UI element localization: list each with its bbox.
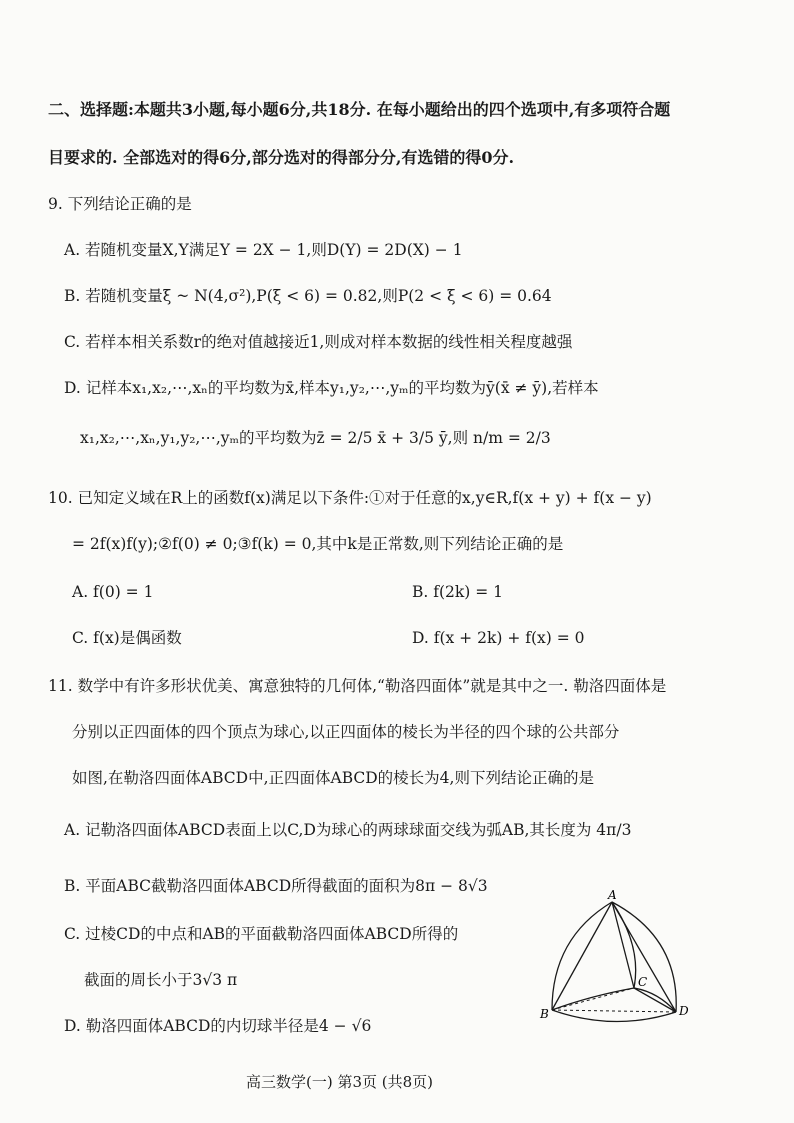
reuleaux-tetrahedron-figure [530, 888, 700, 1028]
q10-stem-line-1: 10. 已知定义域在R上的函数f(x)满足以下条件:①对于任意的x,y∈R,f(x + y) + f(x − y) [48, 489, 652, 507]
q9-option-d-line-1: D. 记样本x₁,x₂,⋯,xₙ的平均数为x̄,样本y₁,y₂,⋯,yₘ的平均数为ȳ(x̄ ≠ ȳ),若样本 [64, 379, 599, 397]
q9-option-d-line-2: x₁,x₂,⋯,xₙ,y₁,y₂,⋯,yₘ的平均数为z̄ = 2/5 x̄ + 3/5 ȳ,则 n/m = 2/3 [80, 429, 551, 447]
edge-b-c-dashed [552, 988, 634, 1010]
q11-option-c-line-2: 截面的周长小于3√3 π [84, 971, 238, 989]
vertex-label-b: B [540, 1007, 549, 1021]
q11-option-a: A. 记勒洛四面体ABCD表面上以C,D为球心的两球球面交线为弧AB,其长度为 4π/3 [64, 821, 632, 839]
q10-stem-line-2: = 2f(x)f(y);②f(0) ≠ 0;③f(k) = 0,其中k是正常数,则下列结论正确的是 [72, 535, 564, 553]
q11-option-d: D. 勒洛四面体ABCD的内切球半径是4 − √6 [64, 1017, 372, 1035]
edge-b-d-dashed [552, 1010, 676, 1012]
q11-stem-line-1: 11. 数学中有许多形状优美、寓意独特的几何体,“勒洛四面体”就是其中之一. 勒洛四面体是 [48, 677, 667, 695]
arc-b-d [552, 1010, 676, 1022]
q10-option-d: D. f(x + 2k) + f(x) = 0 [412, 629, 585, 647]
q11-stem-line-2: 分别以正四面体的四个顶点为球心,以正四面体的棱长为半径的四个球的公共部分 [72, 723, 620, 741]
q9-option-c: C. 若样本相关系数r的绝对值越接近1,则成对样本数据的线性相关程度越强 [64, 333, 573, 351]
page-footer: 高三数学(一) 第3页 (共8页) [246, 1073, 434, 1091]
section-instruction-line-1: 二、选择题:本题共3小题,每小题6分,共18分. 在每小题给出的四个选项中,有多项符合题 [48, 100, 671, 119]
vertex-label-c: C [638, 975, 648, 989]
q9-option-a: A. 若随机变量X,Y满足Y = 2X − 1,则D(Y) = 2D(X) − 1 [64, 241, 463, 259]
q10-option-a: A. f(0) = 1 [72, 583, 154, 601]
q9-option-b: B. 若随机变量ξ ~ N(4,σ²),P(ξ < 6) = 0.82,则P(2 < ξ < 6) = 0.64 [64, 287, 552, 305]
q9-stem: 9. 下列结论正确的是 [48, 195, 192, 213]
q11-stem-line-3: 如图,在勒洛四面体ABCD中,正四面体ABCD的棱长为4,则下列结论正确的是 [72, 769, 594, 787]
vertex-label-d: D [679, 1004, 689, 1018]
q11-option-b: B. 平面ABC截勒洛四面体ABCD所得截面的面积为8π − 8√3 [64, 877, 488, 895]
edge-a-b [552, 902, 612, 1010]
q11-option-c-line-1: C. 过棱CD的中点和AB的平面截勒洛四面体ABCD所得的 [64, 925, 459, 943]
edge-a-c [612, 902, 634, 988]
q10-option-c: C. f(x)是偶函数 [72, 629, 182, 647]
section-instruction-line-2: 目要求的. 全部选对的得6分,部分选对的得部分分,有选错的得0分. [48, 148, 515, 167]
q10-option-b: B. f(2k) = 1 [412, 583, 504, 601]
vertex-label-a: A [608, 888, 617, 902]
